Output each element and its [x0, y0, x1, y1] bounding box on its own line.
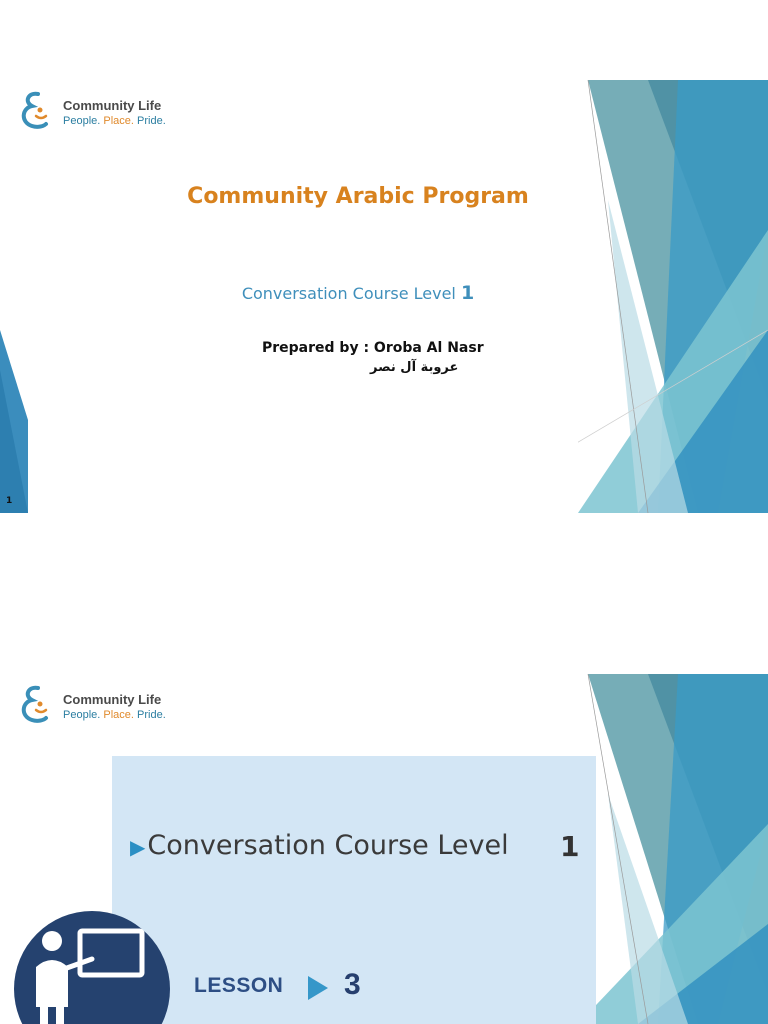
left-blue-strip [0, 330, 30, 513]
subtitle-level: 1 [460, 282, 475, 304]
page-number: 1 [6, 496, 13, 506]
community-life-logo [18, 682, 183, 734]
logo-name: Community Life [63, 98, 162, 113]
community-life-logo [18, 88, 183, 140]
tagline-place: Place. [103, 115, 134, 127]
community-life-logo-icon [18, 682, 52, 726]
lesson-content-box [112, 756, 596, 1024]
lesson-heading [130, 830, 509, 861]
logo-tagline [63, 115, 166, 127]
tagline-pride: Pride. [137, 709, 166, 721]
lesson-label: LESSON [194, 974, 284, 997]
lesson-number: 3 [344, 968, 361, 1001]
tagline-place: Place. [103, 709, 134, 721]
play-arrow-icon [308, 976, 328, 1000]
tagline-people: People. [63, 709, 101, 721]
arabic-author-name: عروبة آل نصر [370, 360, 459, 375]
prepared-by: Prepared by : Oroba Al Nasr [262, 340, 484, 356]
slide-title: Community Arabic Program [187, 184, 529, 209]
lesson-level: 1 [560, 830, 580, 863]
teacher-board-icon [14, 911, 170, 1024]
lesson-heading-text: Conversation Course Level [147, 830, 509, 861]
title-slide [0, 80, 768, 513]
tagline-pride: Pride. [137, 115, 166, 127]
play-arrow-icon: ▶ [130, 835, 146, 859]
subtitle-text: Conversation Course Level [241, 284, 456, 303]
logo-tagline [63, 709, 166, 721]
logo-name: Community Life [63, 692, 162, 707]
lesson-slide [0, 674, 768, 1024]
community-life-logo-icon [18, 88, 52, 132]
slide-subtitle [0, 282, 716, 304]
tagline-people: People. [63, 115, 101, 127]
decorative-teal-triangles [578, 674, 768, 1024]
